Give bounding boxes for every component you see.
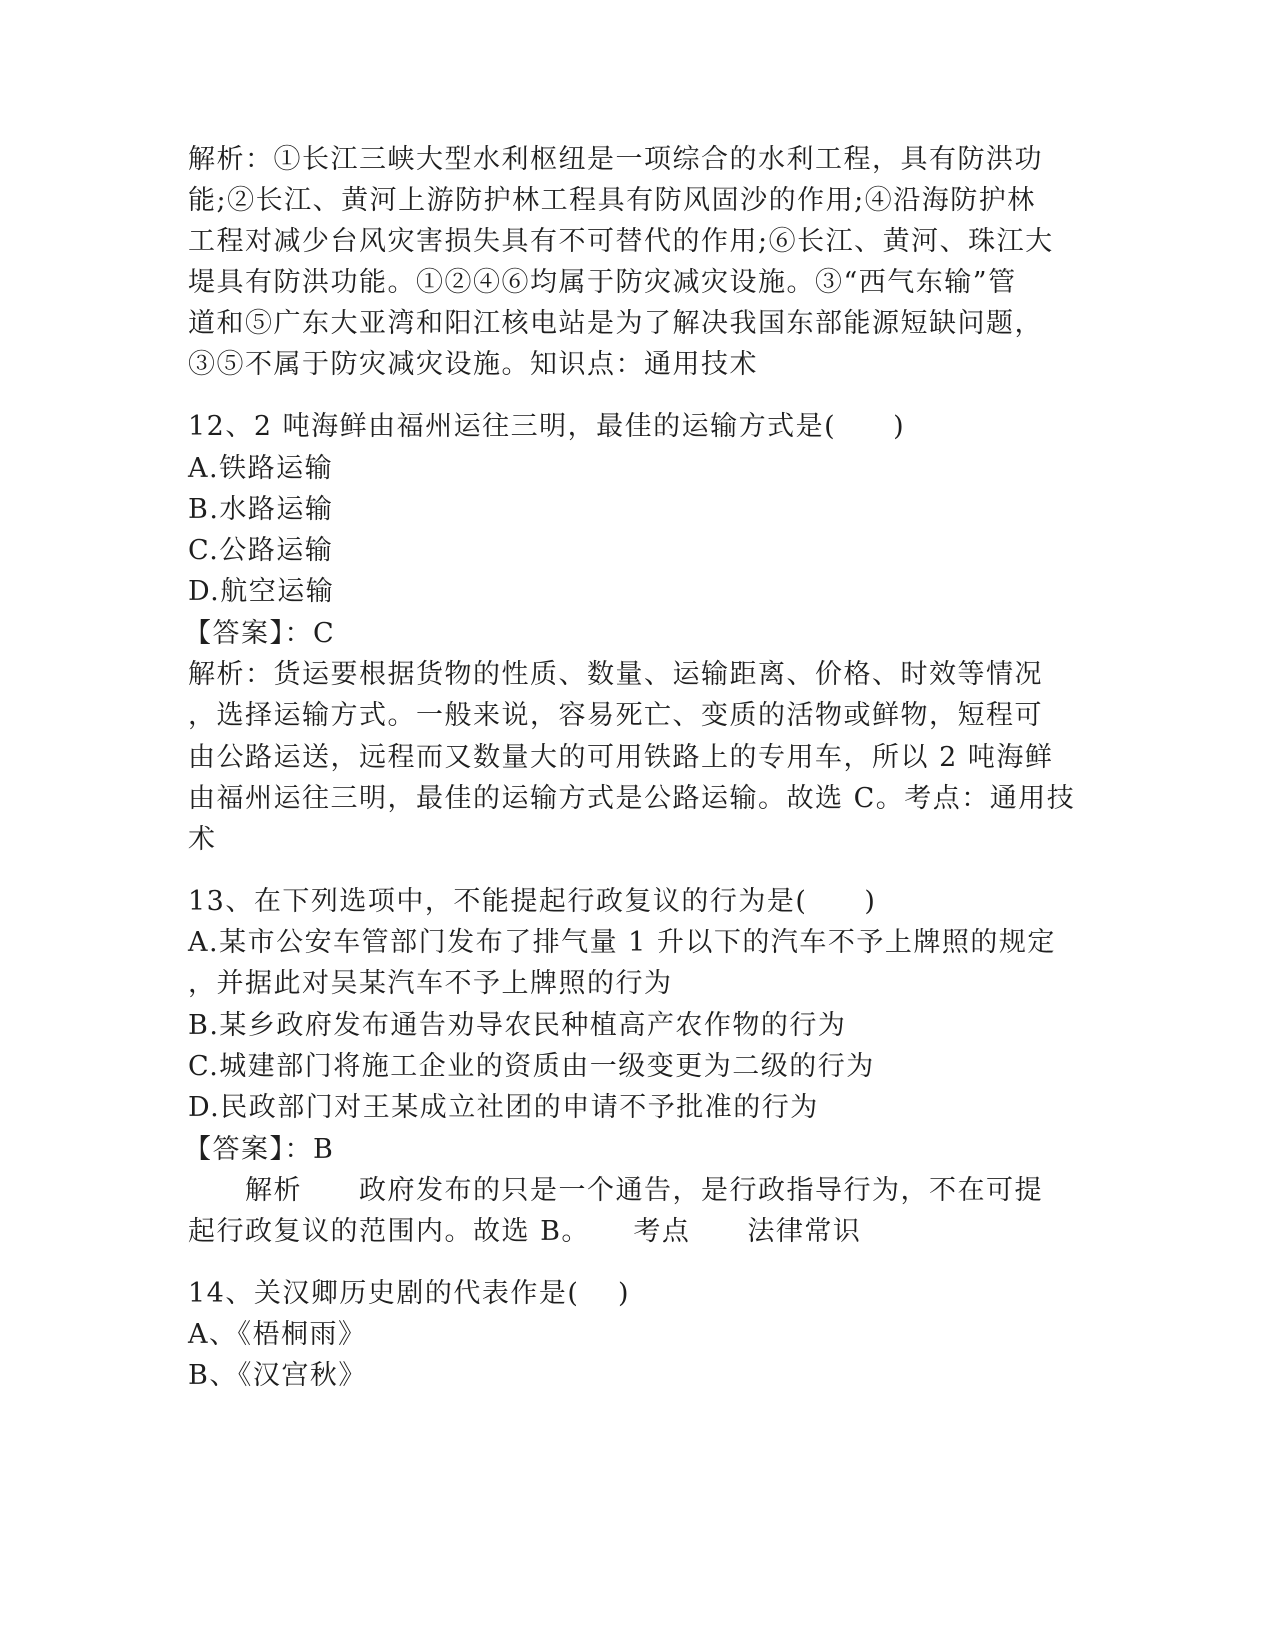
- q13-option-a-cont: ，并据此对吴某汽车不予上牌照的行为: [188, 968, 673, 999]
- q12-answer: 【答案】：C: [184, 618, 336, 649]
- q11-analysis-line: 解析：①长江三峡大型水利枢纽是一项综合的水利工程，具有防洪功: [188, 144, 1043, 175]
- q12-option-d: D.航空运输: [188, 576, 335, 607]
- q13-answer: 【答案】：B: [184, 1134, 335, 1165]
- q12-option-b: B.水路运输: [188, 494, 334, 525]
- q12-analysis-line: 由公路运送，远程而又数量大的可用铁路上的专用车，所以 2 吨海鲜: [188, 742, 1054, 773]
- q14-question: 14、关汉卿历史剧的代表作是( ): [188, 1278, 631, 1309]
- q11-analysis-line: 堤具有防洪功能。①②④⑥均属于防灾减灾设施。③“西气东输”管: [188, 267, 1017, 298]
- q13-option-d: D.民政部门对王某成立社团的申请不予批准的行为: [188, 1092, 819, 1123]
- q13-option-b: B.某乡政府发布通告劝导农民种植高产农作物的行为: [188, 1010, 847, 1041]
- q12-analysis-line: 解析：货运要根据货物的性质、数量、运输距离、价格、时效等情况: [188, 659, 1043, 690]
- q13-question: 13、在下列选项中，不能提起行政复议的行为是( ): [188, 886, 877, 917]
- q12-analysis-line: 术: [188, 824, 217, 855]
- q12-analysis-line: 由福州运往三明，最佳的运输方式是公路运输。故选 C。考点：通用技: [188, 783, 1076, 814]
- q14-option-b: B、《汉宫秋》: [188, 1360, 367, 1391]
- q12-analysis-line: ，选择运输方式。一般来说，容易死亡、变质的活物或鲜物，短程可: [188, 700, 1043, 731]
- q13-analysis-line: 起行政复议的范围内。故选 B。 考点 法律常识: [188, 1216, 862, 1247]
- q11-analysis-line: 工程对减少台风灾害损失具有不可替代的作用;⑥长江、黄河、珠江大: [188, 226, 1054, 257]
- q13-option-a: A.某市公安车管部门发布了排气量 1 升以下的汽车不予上牌照的规定: [188, 927, 1056, 958]
- q11-analysis-line: 道和⑤广东大亚湾和阳江核电站是为了解决我国东部能源短缺问题，: [188, 308, 1043, 339]
- q11-analysis-line: ③⑤不属于防灾减灾设施。知识点：通用技术: [188, 349, 758, 380]
- q12-question: 12、2 吨海鲜由福州运往三明，最佳的运输方式是( ): [188, 411, 906, 442]
- q13-option-c: C.城建部门将施工企业的资质由一级变更为二级的行为: [188, 1051, 875, 1082]
- q11-analysis-line: 能;②长江、黄河上游防护林工程具有防风固沙的作用;④沿海防护林: [188, 185, 1036, 216]
- q13-analysis-line: 解析 政府发布的只是一个通告，是行政指导行为，不在可提: [188, 1175, 1043, 1206]
- q12-option-c: C.公路运输: [188, 535, 334, 566]
- q14-option-a: A、《梧桐雨》: [188, 1319, 367, 1350]
- q12-option-a: A.铁路运输: [188, 453, 334, 484]
